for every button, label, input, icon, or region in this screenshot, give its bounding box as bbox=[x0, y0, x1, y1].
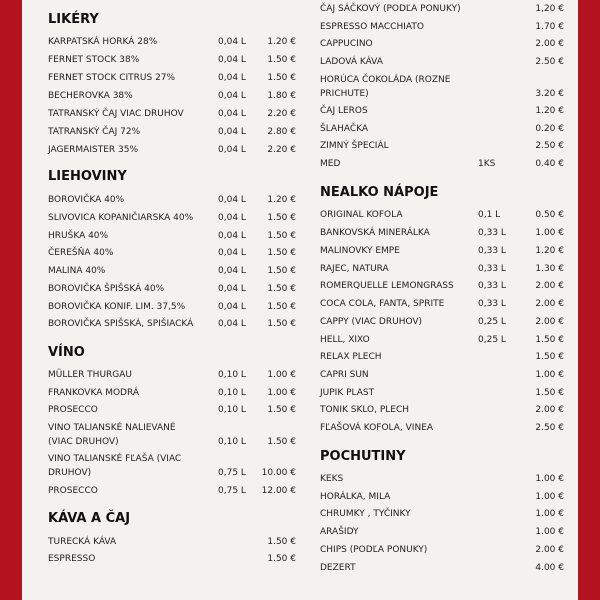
section-title-liehoviny: LIEHOVINY bbox=[48, 169, 127, 184]
section-title-pochutiny: POCHUTINY bbox=[320, 449, 406, 464]
section-title-nealko-napoje: NEALKO NÁPOJE bbox=[320, 185, 439, 200]
section-title-likery: LIKÉRY bbox=[48, 12, 99, 27]
section-title-kava-a-caj: KÁVA A ČAJ bbox=[48, 511, 131, 526]
section-title-vino: VÍNO bbox=[48, 345, 85, 360]
